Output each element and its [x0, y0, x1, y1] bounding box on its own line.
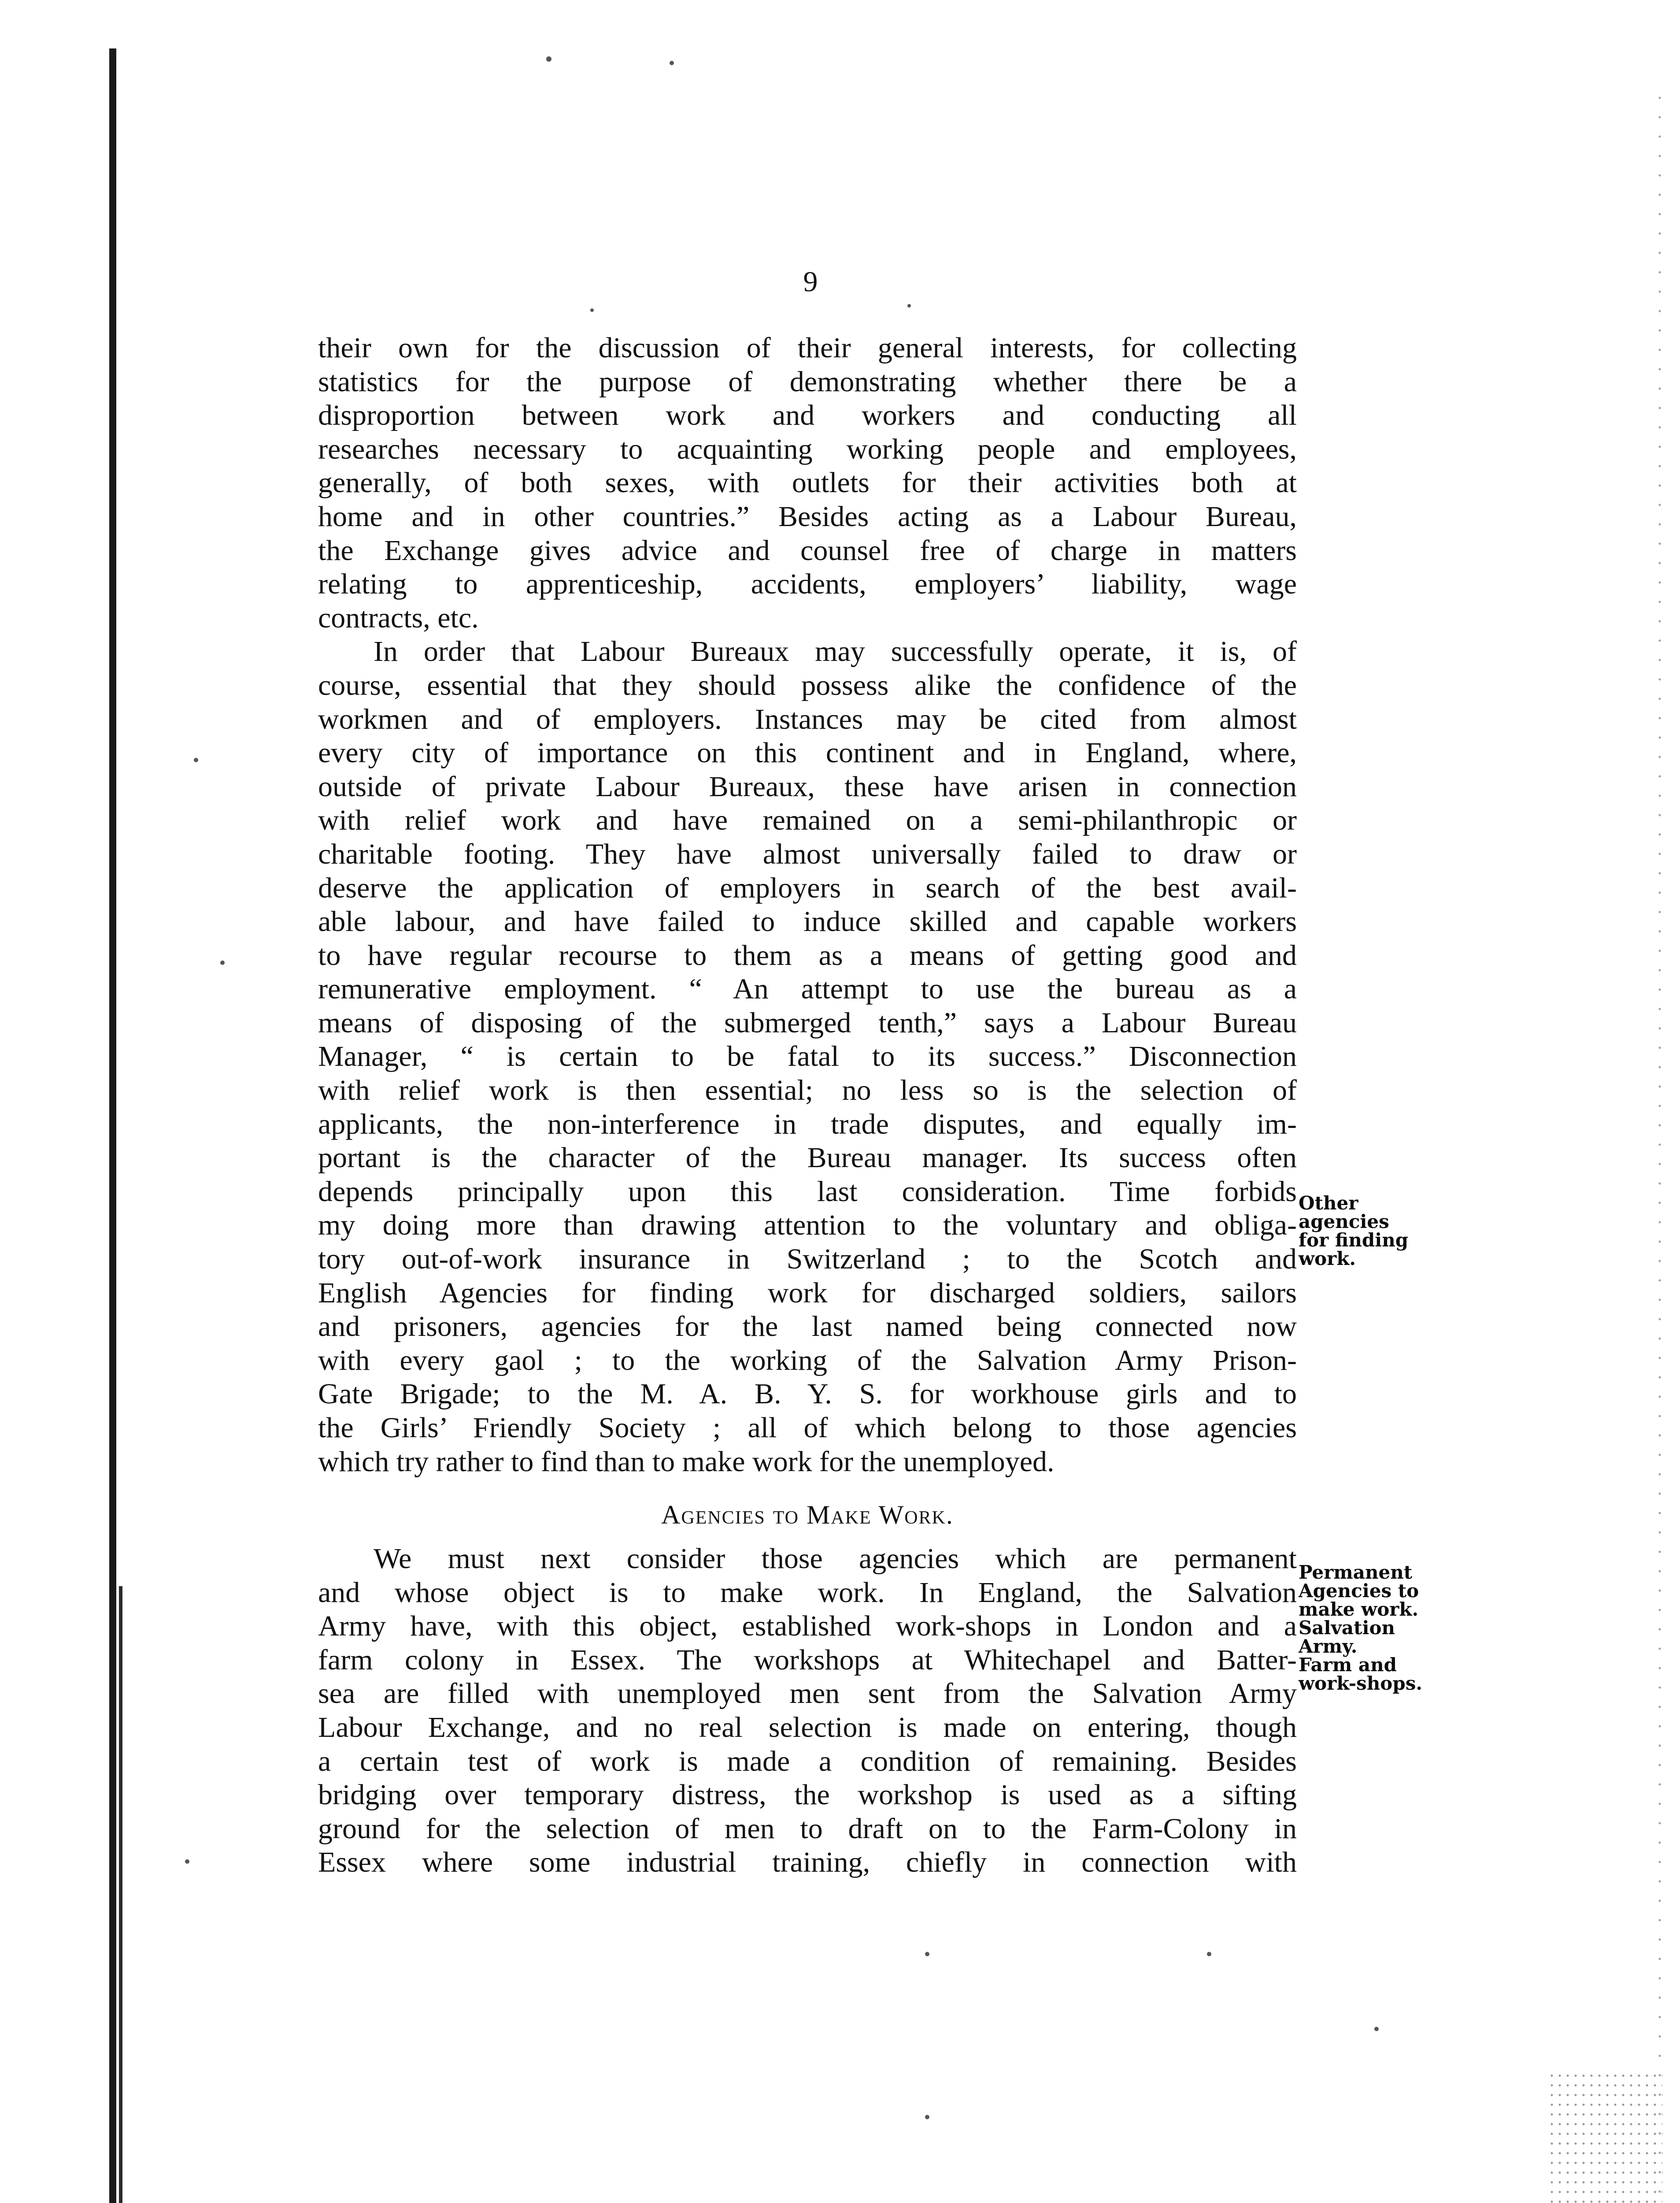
- page-number: 9: [803, 266, 818, 298]
- text-line: generally, of both sexes, with outlets for their activities both at: [318, 467, 1297, 499]
- text-line: and prisoners, agencies for the last named being connected now: [318, 1310, 1297, 1343]
- margin-note-permanent-agencies: [1299, 1563, 1422, 1693]
- scan-speck: [1374, 2027, 1379, 2031]
- binding-edge-shadow: [109, 48, 116, 2203]
- scan-speck: [220, 961, 225, 965]
- margin-note-line: make work.: [1299, 1598, 1419, 1620]
- text-line: sea are filled with unemployed men sent from the Salvation Army: [318, 1677, 1297, 1710]
- text-line: English Agencies for finding work for discharged soldiers, sailors: [318, 1276, 1297, 1309]
- text-line: deserve the application of employers in search of the best avail-: [318, 872, 1297, 904]
- text-line: which try rather to find than to make work for the unemployed.: [318, 1445, 1055, 1478]
- text-line: and whose object is to make work. In England, the Salvation: [318, 1576, 1297, 1609]
- scan-speck: [590, 308, 594, 312]
- text-line: course, essential that they should possess alike the confidence of the: [318, 669, 1297, 701]
- section-heading-text: Agencies to Make Work.: [661, 1500, 954, 1529]
- text-line: bridging over temporary distress, the workshop is used as a sifting: [318, 1779, 1297, 1811]
- text-line: with every gaol ; to the working of the Salvation Army Prison-: [318, 1344, 1297, 1376]
- text-line: applicants, the non-interference in trade disputes, and equally im-: [318, 1108, 1297, 1140]
- text-line: means of disposing of the submerged tenth,” says a Labour Bureau: [318, 1006, 1297, 1039]
- text-line: the Girls’ Friendly Society ; all of which belong to those agencies: [318, 1412, 1297, 1444]
- text-line: researches necessary to acquainting working people and employees,: [318, 433, 1297, 465]
- scan-speck: [185, 1859, 189, 1864]
- margin-note-other-agencies: [1299, 1194, 1408, 1268]
- text-line: portant is the character of the Bureau manager. Its success often: [318, 1142, 1297, 1174]
- margin-note-line: agencies: [1299, 1211, 1389, 1232]
- margin-note-line: Salvation: [1299, 1617, 1395, 1639]
- text-line: to have regular recourse to them as a means of getting good and: [318, 939, 1297, 972]
- scan-speck: [670, 61, 674, 65]
- paragraph-1: [318, 331, 1297, 635]
- binding-edge-shadow-lower: [119, 1586, 122, 2203]
- scan-speck: [907, 304, 911, 308]
- margin-note-line: Permanent: [1299, 1561, 1413, 1583]
- text-line: my doing more than drawing attention to the voluntary and obliga-: [318, 1209, 1297, 1242]
- text-line: Labour Exchange, and no real selection is made on entering, though: [318, 1711, 1297, 1743]
- scan-speck: [925, 2115, 929, 2119]
- scan-speck: [546, 56, 551, 62]
- text-line: their own for the discussion of their general interests, for collecting: [318, 332, 1297, 364]
- section-heading: [318, 1498, 1297, 1532]
- text-line: with relief work is then essential; no less so is the selection of: [318, 1074, 1297, 1107]
- margin-note-line: Agencies to: [1299, 1580, 1419, 1602]
- scan-speck: [194, 758, 198, 762]
- body-text-upper: [318, 331, 1297, 1479]
- text-line: every city of importance on this continent and in England, where,: [318, 737, 1297, 769]
- text-line: Army have, with this object, established work-shops in London and a: [318, 1610, 1297, 1643]
- text-line: Essex where some industrial training, chiefly in connection with: [318, 1846, 1297, 1879]
- page-edge-specks: [1657, 88, 1662, 2203]
- scan-speck: [1207, 1952, 1211, 1956]
- text-line: We must next consider those agencies which are permanent: [374, 1543, 1297, 1575]
- text-line: tory out-of-work insurance in Switzerland ; to the Scotch and: [318, 1243, 1297, 1276]
- text-line: home and in other countries.” Besides acting as a Labour Bureau,: [318, 500, 1297, 533]
- text-line: statistics for the purpose of demonstrating whether there be a: [318, 365, 1297, 398]
- scan-speck: [925, 1952, 929, 1956]
- text-line: outside of private Labour Bureaux, these have arisen in connection: [318, 770, 1297, 803]
- text-line: contracts, etc.: [318, 601, 479, 634]
- body-text-lower: [318, 1542, 1297, 1880]
- paragraph-3: [318, 1542, 1297, 1880]
- paragraph-2: [318, 635, 1297, 1479]
- text-line: disproportion between work and workers and conducting all: [318, 399, 1297, 432]
- text-line: the Exchange gives advice and counsel free of charge in matters: [318, 534, 1297, 567]
- margin-note-line: work.: [1299, 1248, 1356, 1269]
- margin-note-line: for finding: [1299, 1229, 1409, 1251]
- text-line: with relief work and have remained on a semi-philanthropic or: [318, 804, 1297, 837]
- text-line: charitable footing. They have almost universally failed to draw or: [318, 838, 1297, 870]
- corner-scan-noise: [1548, 2071, 1662, 2203]
- margin-note-line: Farm and: [1299, 1654, 1397, 1676]
- margin-note-line: Army.: [1299, 1636, 1358, 1657]
- text-line: a certain test of work is made a condition of remaining. Besides: [318, 1745, 1297, 1777]
- margin-note-line: Other: [1299, 1192, 1358, 1214]
- text-line: ground for the selection of men to draft on to the Farm-Colony in: [318, 1812, 1297, 1845]
- text-line: farm colony in Essex. The workshops at Whitechapel and Batter-: [318, 1643, 1297, 1676]
- text-line: Manager, “ is certain to be fatal to its success.” Disconnection: [318, 1040, 1297, 1073]
- margin-note-line: work-shops.: [1299, 1673, 1422, 1694]
- text-line: In order that Labour Bureaux may successfully operate, it is, of: [374, 635, 1297, 668]
- text-line: remunerative employment. “ An attempt to use the bureau as a: [318, 973, 1297, 1005]
- text-line: able labour, and have failed to induce skilled and capable workers: [318, 905, 1297, 938]
- text-line: Gate Brigade; to the M. A. B. Y. S. for workhouse girls and to: [318, 1378, 1297, 1410]
- text-line: relating to apprenticeship, accidents, employers’ liability, wage: [318, 568, 1297, 601]
- text-line: depends principally upon this last consideration. Time forbids: [318, 1175, 1297, 1208]
- text-line: workmen and of employers. Instances may be cited from almost: [318, 703, 1297, 735]
